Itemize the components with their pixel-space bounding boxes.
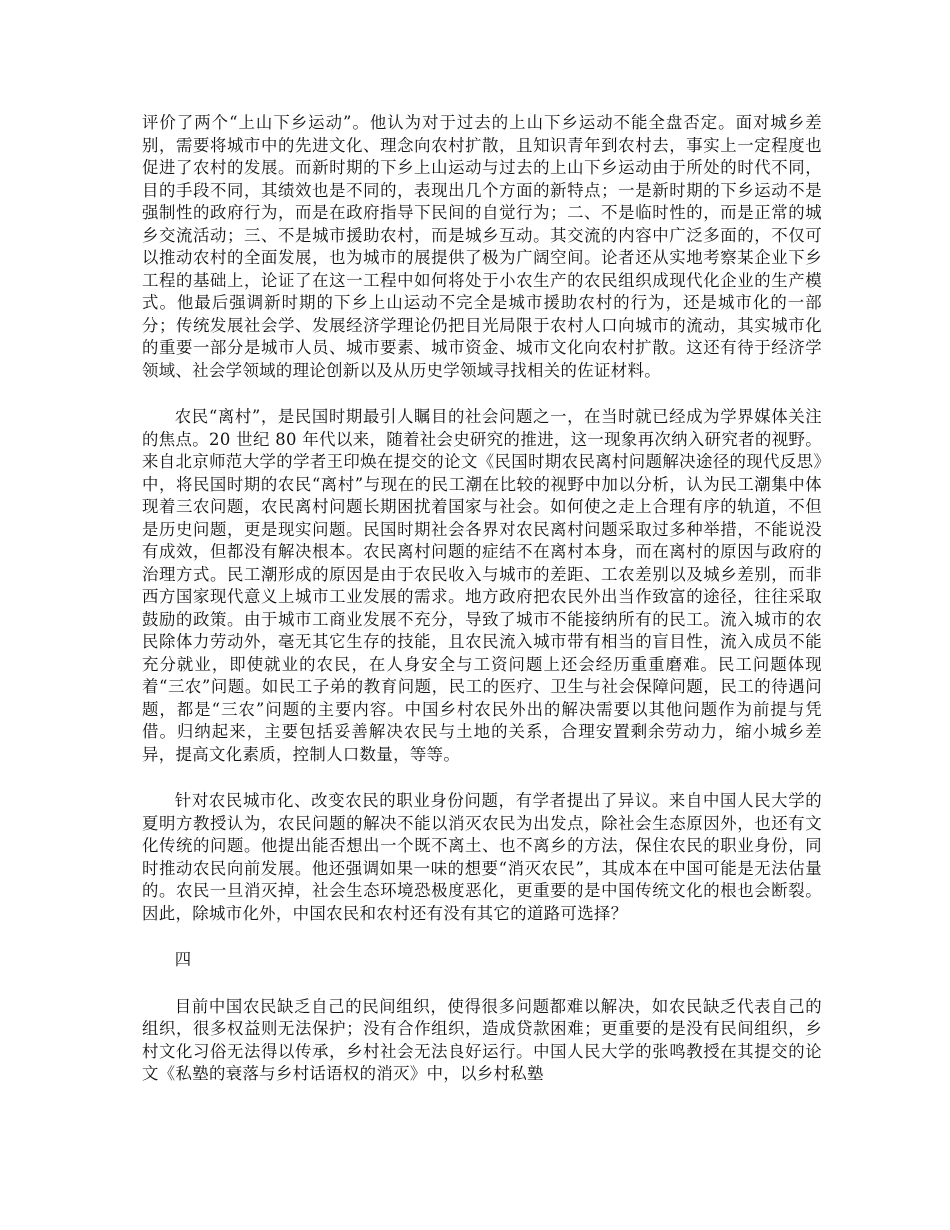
paragraph-4: 目前中国农民缺乏自己的民间组织，使得很多问题都难以解决，如农民缺乏代表自己的组织，很多权益则无法保护；没有合作组织，造成贷款困难；更重要的是没有民间组织，乡村文化习俗无法得以传承，乡村社会无法良好运行。中国人民大学的张鸣教授在其提交的论文《私塾的衰落与乡村话语权的消灭》中，以乡村私塾 [142, 996, 822, 1083]
document-page [142, 112, 822, 1086]
paragraph-1: 评价了两个“上山下乡运动”。他认为对于过去的上山下乡运动不能全盘否定。面对城乡差别，需要将城市中的先进文化、理念向农村扩散，且知识青年到农村去，事实上一定程度也促进了农村的发展。而新时期的下乡上山运动与过去的上山下乡运动由于所处的时代不同，目的手段不同，其绩效也是不同的，表现出几个方面的新特点；一是新时期的下乡运动不是强制性的政府行为，而是在政府指导下民间的自觉行为；二、不是临时性的，而是正常的城乡交流活动；三、不是城市援助农村，而是城乡互动。其交流的内容中广泛多面的，不仅可以推动农村的全面发展，也为城市的展提供了极为广阔空间。论者还从实地考察某企业下乡工程的基础上，论证了在这一工程中如何将处于小农生产的农民组织成现代化企业的生产模式。他最后强调新时期的下乡上山运动不完全是城市援助农村的行为，还是城市化的一部分；传统发展社会学、发展经济学理论仍把目光局限于农村人口向城市的流动，其实城市化的重要一部分是城市人员、城市要素、城市资金、城市文化向农村扩散。这还有待于经济学领域、社会学领域的理论创新以及从历史学领域寻找相关的佐证材料。 [142, 113, 822, 380]
paragraph-3: 针对农民城市化、改变农民的职业身份问题，有学者提出了异议。来自中国人民大学的夏明方教授认为，农民问题的解决不能以消灭农民为出发点，除社会生态原因外，也还有文化传统的问题。他提出能否想出一个既不离土、也不离乡的方法，保住农民的职业身份，同时推动农民向前发展。他还强调如果一味的想要“消灭农民”，其成本在中国可能是无法估量的。农民一旦消灭掉，社会生态环境恐极度恶化，更重要的是中国传统文化的根也会断裂。因此，除城市化外，中国农民和农村还有没有其它的道路可选择？ [142, 791, 822, 923]
paragraph-gap [142, 972, 822, 996]
paragraph-gap [142, 925, 822, 949]
paragraph-gap [142, 766, 822, 790]
section-heading-four: 四 [174, 950, 192, 969]
paragraph-2: 农民“离村”，是民国时期最引人瞩目的社会问题之一，在当时就已经成为学界媒体关注的焦点。20 世纪 80 年代以来，随着社会史研究的推进，这一现象再次纳入研究者的视野。来自北京师范大学的学者王印焕在提交的论文《民国时期农民离村问题解决途径的现代反思》中，将民国时期的农民“离村”与现在的民工潮在比较的视野中加以分析，认为民工潮集中体现着三农问题，农民离村问题长期困扰着国家与社会。如何使之走上合理有序的轨道，不但是历史问题，更是现实问题。民国时期社会各界对农民离村问题采取过多种举措，不能说没有成效，但都没有解决根本。农民离村问题的症结不在离村本身，而在离村的原因与政府的治理方式。民工潮形成的原因是由于农民收入与城市的差距、工农差别以及城乡差别，而非西方国家现代意义上城市工业发展的需求。地方政府把农民外出当作致富的途径，往往采取鼓励的政策。由于城市工商业发展不充分，导致了城市不能接纳所有的民工。流入城市的农民除体力劳动外，毫无其它生存的技能，且农民流入城市带有相当的盲目性，流入成员不能充分就业，即使就业的农民，在人身安全与工资问题上还会经历重重磨难。民工问题体现着“三农”问题。如民工子弟的教育问题，民工的医疗、卫生与社会保障问题，民工的待遇问题，都是“三农”问题的主要内容。中国乡村农民外出的解决需要以其他问题作为前提与凭借。归纳起来，主要包括妥善解决农民与土地的关系，合理安置剩余劳动力，缩小城乡差异，提高文化素质，控制人口数量，等等。 [142, 407, 822, 764]
paragraph-gap [142, 382, 822, 406]
